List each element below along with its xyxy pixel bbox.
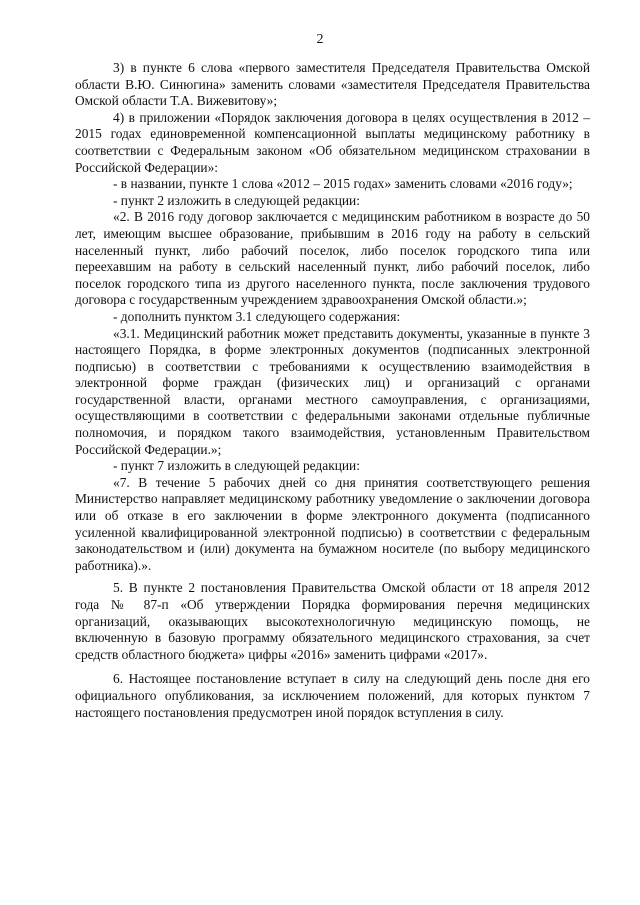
paragraph-clause-3-1-text: «3.1. Медицинский работник может представить документы, указанные в пункте 3 настоящего Порядка, в форме электронных документов (подписанных электронной подписью) в соответствии с требованиями к осуществлению взаимодействия в электронной форме граждан (физических лиц) и организаций с органами государственной власти, органами местного самоуправления, с организациями, осуществляющими в соответствии с федеральными законами отдельные публичные полномочия, и порядком такого взаимодействия, установленным Правительством Российской Федерации.»;	[75, 325, 590, 457]
page-number: 2	[316, 32, 324, 47]
paragraph-item-4: 4) в приложении «Порядок заключения договора в целях осуществления в 2012 – 2015 годах единовременной компенсационной выплаты медицинскому работнику в соответствии с Федеральным законом «Об обязательном медицинском страховании в Российской Федерации»:	[75, 109, 590, 175]
paragraph-clause-3-1-intro: - дополнить пунктом 3.1 следующего содержания:	[113, 308, 401, 324]
paragraph-clause-7-intro: - пункт 7 изложить в следующей редакции:	[113, 458, 360, 474]
paragraph-clause-2-intro: - пункт 2 изложить в следующей редакции:	[113, 192, 360, 208]
paragraph-clause-2-text: «2. В 2016 году договор заключается с медицинским работником в возрасте до 50 лет, имеющим высшее образование, прибывшим в 2016 году на работу в сельский населенный пункт, либо рабочий поселок, либо поселок городского типа или переехавшим на работу в сельский населенный пункт, либо рабочий поселок, либо поселок городского типа из другого населенного пункта, после заключения трудового договора с государственным учреждением здравоохранения Омской области.»;	[75, 209, 590, 308]
paragraph-item-5: 5. В пункте 2 постановления Правительства Омской области от 18 апреля 2012 года № 87-п «Об утверждении Порядка формирования перечня медицинских организаций, оказывающих высокотехнологичную медицинскую помощь, не включенную в базовую программу обязательного медицинского страхования, за счет средств областного бюджета» цифры «2016» заменить цифрами «2017».	[75, 580, 590, 662]
paragraph-title-change: - в названии, пункте 1 слова «2012 – 2015 годах» заменить словами «2016 году»;	[113, 176, 573, 192]
paragraph-clause-7-text: «7. В течение 5 рабочих дней со дня принятия соответствующего решения Министерство направляет медицинскому работнику уведомление о заключении договора или об отказе в его заключении в форме электронного документа (подписанного усиленной квалифицированной электронной подписью) в соответствии с федеральным законодательством и (или) документа на бумажном носителе (по выбору медицинского работника).».	[75, 474, 590, 573]
paragraph-item-6: 6. Настоящее постановление вступает в силу на следующий день после дня его официального опубликования, за исключением положений, для которых пунктом 7 настоящего постановления предусмотрен иной порядок вступления в силу.	[75, 671, 590, 720]
document-body	[75, 60, 590, 721]
paragraph-item-3: 3) в пункте 6 слова «первого заместителя Председателя Правительства Омской области В.Ю. Синюгина» заменить словами «заместителя Председателя Правительства Омской области Т.А. Вижевитову»;	[75, 60, 590, 109]
